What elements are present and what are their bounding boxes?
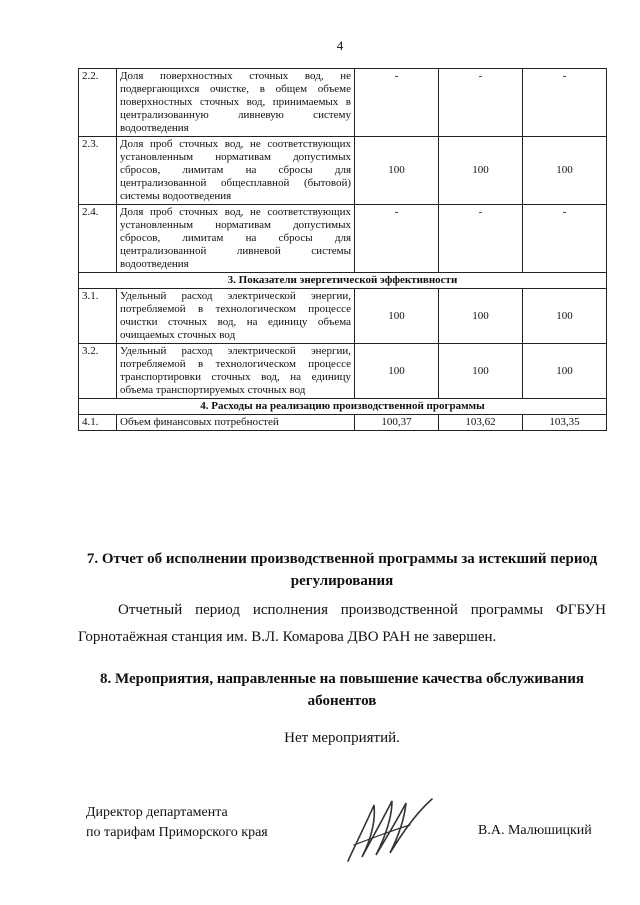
table-row — [79, 289, 607, 344]
section-title: 3. Показатели энергетической эффективности — [79, 273, 607, 289]
section-8-heading: 8. Мероприятия, направленные на повышение качества обслуживания абонентов — [99, 671, 584, 709]
value-cell-year-2: - — [439, 205, 523, 273]
section-7-heading: 7. Отчет об исполнении производственной программы за истекший период регулирования — [86, 551, 598, 589]
handwritten-signature — [340, 795, 440, 867]
indicator-description-cell: Удельный расход электрической энергии, потребляемой в технологическом процессе транспортировки сточных вод, на единицу объема транспортируемых сточных вод — [117, 344, 355, 399]
table-section-row — [79, 273, 607, 289]
indicator-description-cell: Удельный расход электрической энергии, потребляемой в технологическом процессе очистки сточных вод, на единицу объема очищаемых сточных вод — [117, 289, 355, 344]
indicator-description-cell: Доля проб сточных вод, не соответствующих установленным нормативам допустимых сбросов, лимитам на сбросы для централизованной общесплавной (бытовой) системы водоотведения — [117, 137, 355, 205]
section-8-text: Нет мероприятий. — [284, 730, 400, 746]
table-row — [79, 415, 607, 431]
table-row — [79, 205, 607, 273]
indicator-description-cell: Объем финансовых потребностей — [117, 415, 355, 431]
row-number-cell: 2.3. — [79, 137, 117, 205]
signatory-title — [86, 803, 268, 843]
value-cell-year-1: - — [355, 69, 439, 137]
value-cell-year-1: 100 — [355, 137, 439, 205]
table-section-row — [79, 399, 607, 415]
table-row — [79, 69, 607, 137]
value-cell-year-3: 103,35 — [523, 415, 607, 431]
row-number-cell: 3.1. — [79, 289, 117, 344]
value-cell-year-2: 100 — [439, 289, 523, 344]
value-cell-year-1: 100,37 — [355, 415, 439, 431]
value-cell-year-2: 100 — [439, 137, 523, 205]
signatory-name: В.А. Малюшицкий — [478, 823, 592, 838]
value-cell-year-1: 100 — [355, 344, 439, 399]
value-cell-year-1: 100 — [355, 289, 439, 344]
value-cell-year-2: 103,62 — [439, 415, 523, 431]
row-number-cell: 3.2. — [79, 344, 117, 399]
value-cell-year-1: - — [355, 205, 439, 273]
section-7-text: Отчетный период исполнения производственной программы ФГБУН Горнотаёжная станция им. В.Л. Комарова ДВО РАН не завершен. — [78, 602, 606, 645]
section-title: 4. Расходы на реализацию производственной программы — [79, 399, 607, 415]
table-row — [79, 344, 607, 399]
indicator-description-cell: Доля проб сточных вод, не соответствующих установленным нормативам допустимых сбросов, лимитам на сбросы для централизованной ливневой системы водоотведения — [117, 205, 355, 273]
table-row — [79, 137, 607, 205]
value-cell-year-3: 100 — [523, 344, 607, 399]
row-number-cell: 2.4. — [79, 205, 117, 273]
row-number-cell: 4.1. — [79, 415, 117, 431]
indicator-description-cell: Доля поверхностных сточных вод, не подвергающихся очистке, в общем объеме поверхностных сточных вод, принимаемых в централизованную ливневую систему водоотведения — [117, 69, 355, 137]
value-cell-year-3: 100 — [523, 137, 607, 205]
signatory-title-line-2: по тарифам Приморского края — [86, 825, 268, 840]
signatory-title-line-1: Директор департамента — [86, 805, 228, 820]
row-number-cell: 2.2. — [79, 69, 117, 137]
value-cell-year-2: - — [439, 69, 523, 137]
value-cell-year-3: 100 — [523, 289, 607, 344]
value-cell-year-3: - — [523, 69, 607, 137]
value-cell-year-2: 100 — [439, 344, 523, 399]
page-number: 4 — [336, 38, 344, 53]
indicators-table — [78, 68, 607, 431]
value-cell-year-3: - — [523, 205, 607, 273]
